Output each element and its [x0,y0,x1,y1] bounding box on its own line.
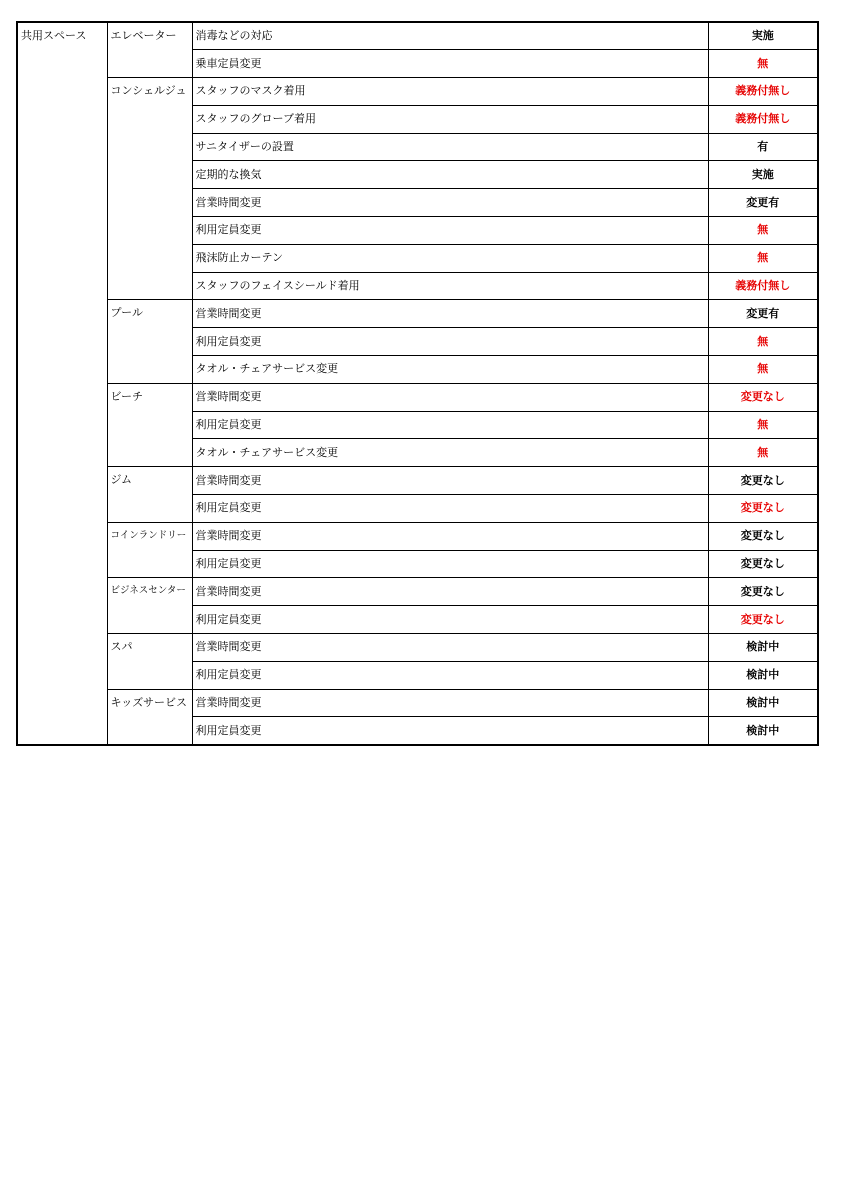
status-value: 検討中 [708,717,818,745]
item-label: 利用定員変更 [192,411,708,439]
item-label: 営業時間変更 [192,634,708,662]
item-label: タオル・チェアサービス変更 [192,356,708,384]
facility-status-table [16,21,819,746]
status-value: 無 [708,50,818,78]
status-value: 有 [708,133,818,161]
item-label: 飛沫防止カーテン [192,244,708,272]
item-label: スタッフのグローブ着用 [192,105,708,133]
item-label: サニタイザーの設置 [192,133,708,161]
status-value: 変更なし [708,550,818,578]
item-label: 営業時間変更 [192,467,708,495]
table-row [17,467,818,495]
table-row [17,578,818,606]
status-value: 無 [708,411,818,439]
table-row [17,300,818,328]
status-value: 検討中 [708,661,818,689]
item-label: 営業時間変更 [192,383,708,411]
facility-label: エレベーター [107,22,192,78]
area-label: 共用スペース [17,22,107,745]
item-label: 営業時間変更 [192,189,708,217]
item-label: 利用定員変更 [192,328,708,356]
table-row [17,383,818,411]
status-value: 実施 [708,22,818,50]
item-label: 利用定員変更 [192,550,708,578]
item-label: 営業時間変更 [192,689,708,717]
table-row [17,634,818,662]
status-value: 無 [708,244,818,272]
facility-label: キッズサービス [107,689,192,745]
status-value: 変更なし [708,578,818,606]
status-value: 義務付無し [708,272,818,300]
status-value: 無 [708,439,818,467]
item-label: 営業時間変更 [192,522,708,550]
status-value: 変更なし [708,467,818,495]
status-value: 実施 [708,161,818,189]
item-label: スタッフのマスク着用 [192,78,708,106]
item-label: 利用定員変更 [192,717,708,745]
facility-label: プール [107,300,192,383]
status-value: 無 [708,217,818,245]
item-label: タオル・チェアサービス変更 [192,439,708,467]
item-label: 乗車定員変更 [192,50,708,78]
table-row [17,522,818,550]
facility-label: コインランドリー [107,522,192,578]
status-value: 変更なし [708,522,818,550]
item-label: 消毒などの対応 [192,22,708,50]
item-label: スタッフのフェイスシールド着用 [192,272,708,300]
facility-label: コンシェルジュ [107,78,192,300]
status-value: 義務付無し [708,78,818,106]
status-value: 義務付無し [708,105,818,133]
item-label: 利用定員変更 [192,495,708,523]
table-row [17,689,818,717]
item-label: 定期的な換気 [192,161,708,189]
table-row [17,78,818,106]
status-value: 変更なし [708,606,818,634]
item-label: 営業時間変更 [192,300,708,328]
facility-label: ジム [107,467,192,523]
status-value: 変更なし [708,495,818,523]
status-value: 無 [708,328,818,356]
item-label: 利用定員変更 [192,217,708,245]
facility-label: スパ [107,634,192,690]
status-value: 変更有 [708,300,818,328]
status-value: 無 [708,356,818,384]
status-value: 検討中 [708,634,818,662]
facility-label: ビジネスセンター [107,578,192,634]
table-body [17,22,818,745]
item-label: 利用定員変更 [192,606,708,634]
status-value: 変更有 [708,189,818,217]
facility-label: ビーチ [107,383,192,466]
status-value: 変更なし [708,383,818,411]
item-label: 利用定員変更 [192,661,708,689]
status-value: 検討中 [708,689,818,717]
item-label: 営業時間変更 [192,578,708,606]
table-row [17,22,818,50]
